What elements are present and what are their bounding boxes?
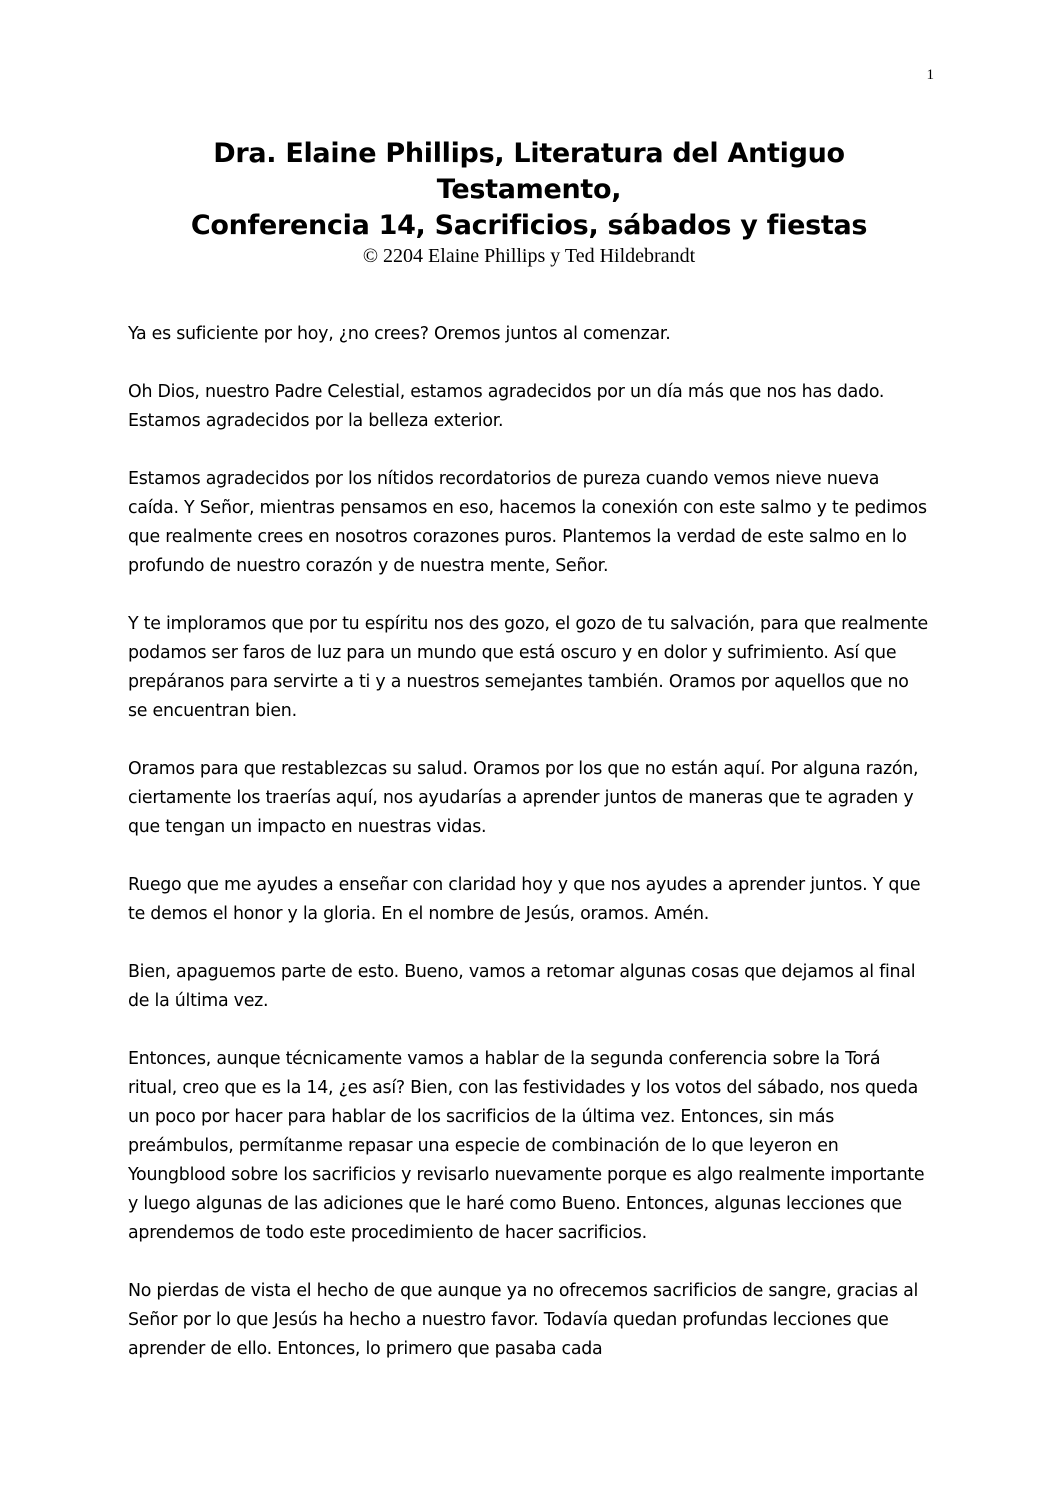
title-line-2: Testamento,: [436, 174, 622, 205]
paragraph: Y te imploramos que por tu espíritu nos des gozo, el gozo de tu salvación, para que realmente podamos ser faros de luz para un mundo que está oscuro y en dolor y sufrimiento. Así que prepáranos para servirte a ti y a nuestros semejantes también. Oramos por aquellos que no se encuentran bien.: [128, 614, 929, 721]
paragraph: Bien, apaguemos parte de esto. Bueno, vamos a retomar algunas cosas que dejamos al final de la última vez.: [128, 962, 916, 1011]
document-header: [128, 136, 930, 269]
paragraph: Oh Dios, nuestro Padre Celestial, estamos agradecidos por un día más que nos has dado. Estamos agradecidos por la belleza exterior.: [128, 382, 885, 431]
page-number: 1: [926, 67, 934, 83]
paragraph: Oramos para que restablezcas su salud. Oramos por los que no están aquí. Por alguna razón, ciertamente los traerías aquí, nos ayudarías a aprender juntos de maneras que te agraden y que tengan un impacto en nuestras vidas.: [128, 759, 919, 837]
paragraph: Ya es suficiente por hoy, ¿no crees? Oremos juntos al comenzar.: [128, 324, 671, 344]
paragraph: Estamos agradecidos por los nítidos recordatorios de pureza cuando vemos nieve nueva caída. Y Señor, mientras pensamos en eso, hacemos la conexión con este salmo y te pedimos que realmente crees en nosotros corazones puros. Plantemos la verdad de este salmo en lo profundo de nuestro corazón y de nuestra mente, Señor.: [128, 469, 927, 576]
paragraph: Entonces, aunque técnicamente vamos a hablar de la segunda conferencia sobre la Torá ritual, creo que es la 14, ¿es así? Bien, con las festividades y los votos del sábado, nos queda un poco por hacer para hablar de los sacrificios de la última vez. Entonces, sin más preámbulos, permítanme repasar una especie de combinación de lo que leyeron en Youngblood sobre los sacrificios y revisarlo nuevamente porque es algo realmente importante y luego algunas de las adiciones que le haré como Bueno. Entonces, algunas lecciones que aprendemos de todo este procedimiento de hacer sacrificios.: [128, 1049, 925, 1243]
document-body: [128, 320, 930, 1393]
copyright-line: © 2204 Elaine Phillips y Ted Hildebrandt: [362, 245, 696, 267]
title-line-3: Conferencia 14, Sacrificios, sábados y fiestas: [190, 210, 868, 241]
paragraph: No pierdas de vista el hecho de que aunque ya no ofrecemos sacrificios de sangre, gracias al Señor por lo que Jesús ha hecho a nuestro favor. Todavía quedan profundas lecciones que aprender de ello. Entonces, lo primero que pasaba cada: [128, 1281, 919, 1359]
paragraph: Ruego que me ayudes a enseñar con claridad hoy y que nos ayudes a aprender juntos. Y que te demos el honor y la gloria. En el nombre de Jesús, oramos. Amén.: [128, 875, 921, 924]
title-line-1: Dra. Elaine Phillips, Literatura del Antiguo: [213, 138, 845, 169]
